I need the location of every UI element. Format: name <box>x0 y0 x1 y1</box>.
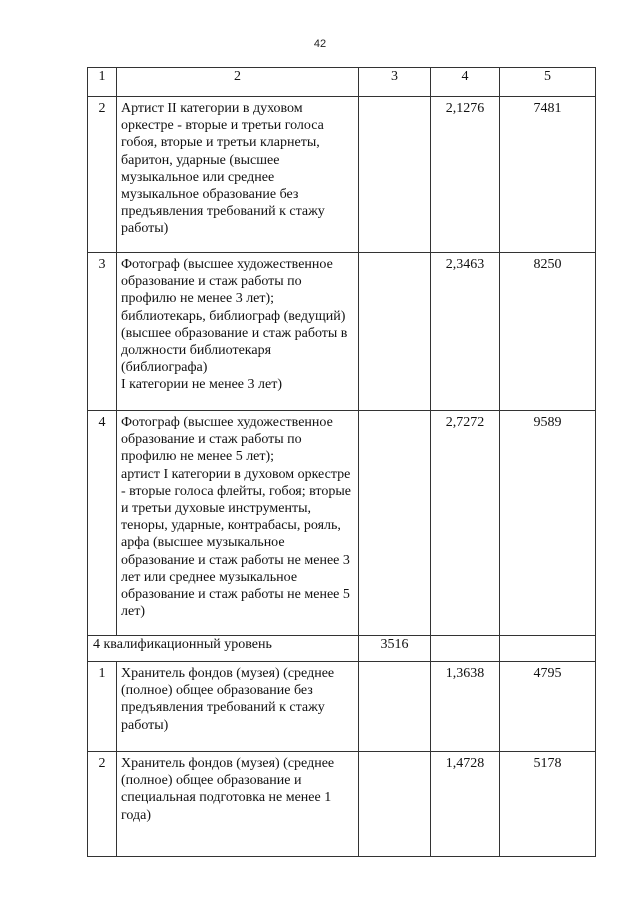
table-row <box>88 253 596 411</box>
salary-cell: 8250 <box>500 253 596 411</box>
salary-table <box>87 67 596 857</box>
coefficient-cell: 1,4728 <box>431 752 500 857</box>
position-description: Хранитель фондов (музея) (среднее (полное) общее образование и специальная подготовка не менее 1 года) <box>117 752 359 857</box>
qualification-level-row <box>88 636 596 662</box>
col3-cell <box>359 97 431 253</box>
page-number: 42 <box>313 38 327 50</box>
description-line: Фотограф (высшее художественное образование и стаж работы по профилю не менее 5 лет); <box>121 415 333 465</box>
coefficient-cell: 2,3463 <box>431 253 500 411</box>
header-cell-2: 2 <box>117 68 359 97</box>
empty-cell <box>500 636 596 662</box>
qualification-level-label: 4 квалификационный уровень <box>88 636 359 662</box>
table-row <box>88 662 596 752</box>
salary-cell: 9589 <box>500 411 596 636</box>
coefficient-cell: 2,7272 <box>431 411 500 636</box>
col3-cell <box>359 253 431 411</box>
col3-cell <box>359 411 431 636</box>
header-cell-4: 4 <box>431 68 500 97</box>
qualification-level-code: 3516 <box>359 636 431 662</box>
salary-cell: 5178 <box>500 752 596 857</box>
row-number: 1 <box>88 662 117 752</box>
description-line: I категории не менее 3 лет) <box>121 377 282 393</box>
header-cell-5: 5 <box>500 68 596 97</box>
col3-cell <box>359 662 431 752</box>
table-header-row <box>88 68 596 97</box>
description-line: Фотограф (высшее художественное образование и стаж работы по профилю не менее 3 лет); <box>121 257 333 307</box>
position-description: Артист II категории в духовом оркестре - вторые и третьи голоса гобоя, вторые и третьи кларнеты, баритон, ударные (высшее музыкальное или среднее музыкальное образование без предъявления требований к стажу работы) <box>117 97 359 253</box>
salary-cell: 7481 <box>500 97 596 253</box>
row-number: 3 <box>88 253 117 411</box>
table-row <box>88 411 596 636</box>
salary-cell: 4795 <box>500 662 596 752</box>
description-line: артист I категории в духовом оркестре - вторые голоса флейты, гобоя; вторые и третьи духовые инструменты, теноры, ударные, контрабасы, рояль, арфа (высшее музыкальное образование и стаж работы не менее 3 лет или среднее музыкальное образование и стаж работы не менее 5 лет) <box>121 466 351 620</box>
row-number: 2 <box>88 752 117 857</box>
row-number: 4 <box>88 411 117 636</box>
empty-cell <box>431 636 500 662</box>
table-row <box>88 97 596 253</box>
position-description <box>117 411 359 636</box>
position-description <box>117 253 359 411</box>
row-number: 2 <box>88 97 117 253</box>
coefficient-cell: 1,3638 <box>431 662 500 752</box>
header-cell-3: 3 <box>359 68 431 97</box>
table-row <box>88 752 596 857</box>
position-description: Хранитель фондов (музея) (среднее (полное) общее образование без предъявления требований к стажу работы) <box>117 662 359 752</box>
description-line: библиотекарь, библиограф (ведущий) (высшее образование и стаж работы в должности библиотекаря (библиографа) <box>121 308 348 376</box>
header-cell-1: 1 <box>88 68 117 97</box>
col3-cell <box>359 752 431 857</box>
coefficient-cell: 2,1276 <box>431 97 500 253</box>
